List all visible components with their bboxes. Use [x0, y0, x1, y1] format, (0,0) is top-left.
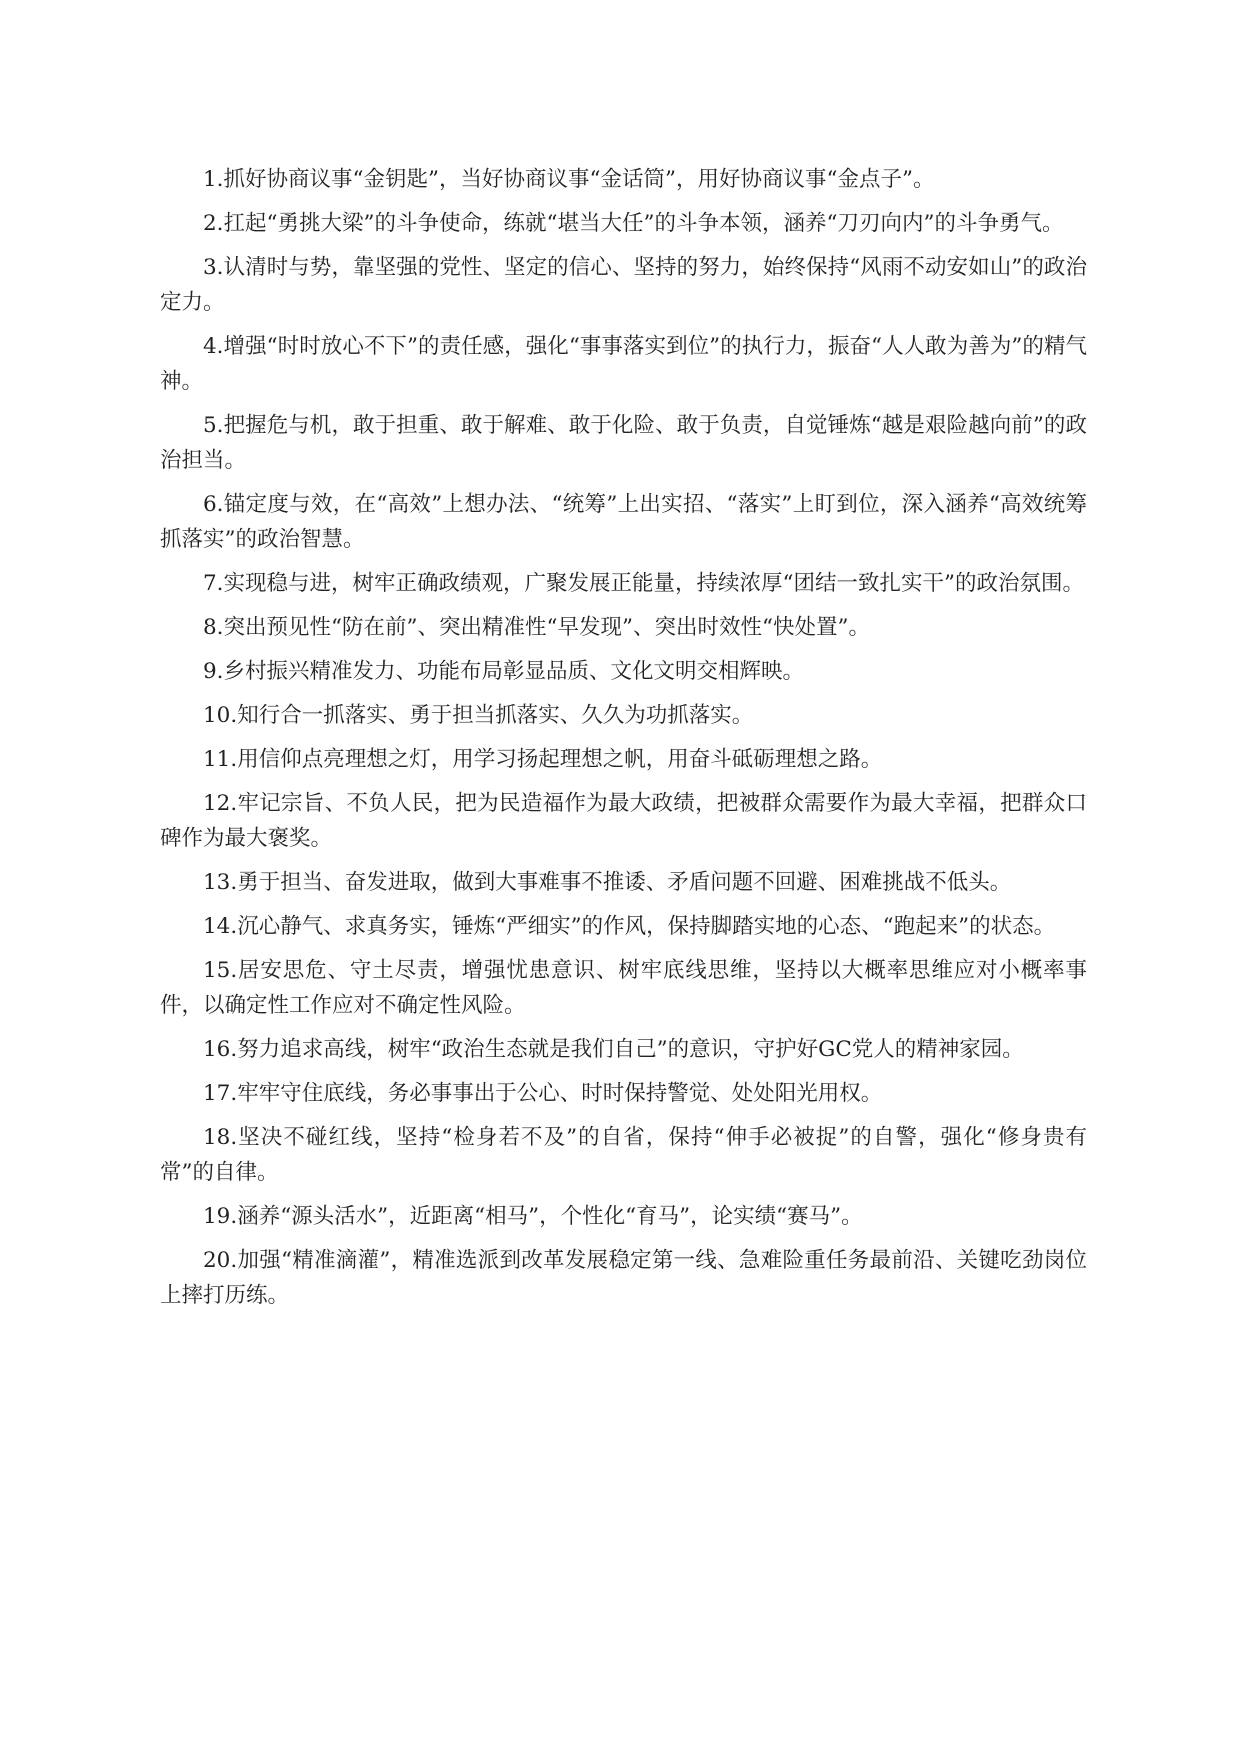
list-item: 20.加强“精准滴灌”，精准选派到改革发展稳定第一线、急难险重任务最前沿、关键吃劲岗位上摔打历练。 — [160, 1248, 1087, 1308]
list-item: 7.实现稳与进，树牢正确政绩观，广聚发展正能量，持续浓厚“团结一致扎实干”的政治氛围。 — [203, 571, 1085, 596]
list-item: 5.把握危与机，敢于担重、敢于解难、敢于化险、敢于负责，自觉锤炼“越是艰险越向前”的政治担当。 — [160, 413, 1087, 473]
list-item: 18.坚决不碰红线，坚持“检身若不及”的自省，保持“伸手必被捉”的自警，强化“修身贵有常”的自律。 — [160, 1125, 1087, 1185]
list-item: 11.用信仰点亮理想之灯，用学习扬起理想之帆，用奋斗砥砺理想之路。 — [203, 747, 883, 772]
list-item: 17.牢牢守住底线，务必事事出于公心、时时保持警觉、处处阳光用权。 — [203, 1081, 883, 1106]
list-item: 2.扛起“勇挑大梁”的斗争使命，练就“堪当大任”的斗争本领，涵养“刀刃向内”的斗争勇气。 — [203, 211, 1064, 236]
list-item: 8.突出预见性“防在前”、突出精准性“早发现”、突出时效性“快处置”。 — [203, 615, 870, 640]
document-body — [160, 162, 1087, 1322]
list-item: 6.锚定度与效，在“高效”上想办法、“统筹”上出实招、“落实”上盯到位，深入涵养“高效统筹抓落实”的政治智慧。 — [160, 492, 1087, 552]
list-item: 14.沉心静气、求真务实，锤炼“严细实”的作风，保持脚踏实地的心态、“跑起来”的状态。 — [203, 914, 1056, 939]
list-item: 12.牢记宗旨、不负人民，把为民造福作为最大政绩，把被群众需要作为最大幸福，把群众口碑作为最大褒奖。 — [160, 791, 1087, 851]
list-item: 15.居安思危、守土尽责，增强忧患意识、树牢底线思维，坚持以大概率思维应对小概率事件，以确定性工作应对不确定性风险。 — [160, 958, 1087, 1018]
list-item: 1.抓好协商议事“金钥匙”，当好协商议事“金话筒”，用好协商议事“金点子”。 — [203, 167, 935, 192]
list-item: 16.努力追求高线，树牢“政治生态就是我们自己”的意识，守护好GC党人的精神家园。 — [203, 1037, 1024, 1062]
list-item: 19.涵养“源头活水”，近距离“相马”，个性化“育马”，论实绩“赛马”。 — [203, 1204, 863, 1229]
list-item: 10.知行合一抓落实、勇于担当抓落实、久久为功抓落实。 — [203, 703, 754, 728]
list-item: 13.勇于担当、奋发进取，做到大事难事不推诿、矛盾问题不回避、困难挑战不低头。 — [203, 870, 1012, 895]
list-item: 4.增强“时时放心不下”的责任感，强化“事事落实到位”的执行力，振奋“人人敢为善为”的精气神。 — [160, 334, 1087, 394]
list-item: 9.乡村振兴精准发力、功能布局彰显品质、文化文明交相辉映。 — [203, 659, 805, 684]
list-item: 3.认清时与势，靠坚强的党性、坚定的信心、坚持的努力，始终保持“风雨不动安如山”的政治定力。 — [160, 255, 1087, 315]
